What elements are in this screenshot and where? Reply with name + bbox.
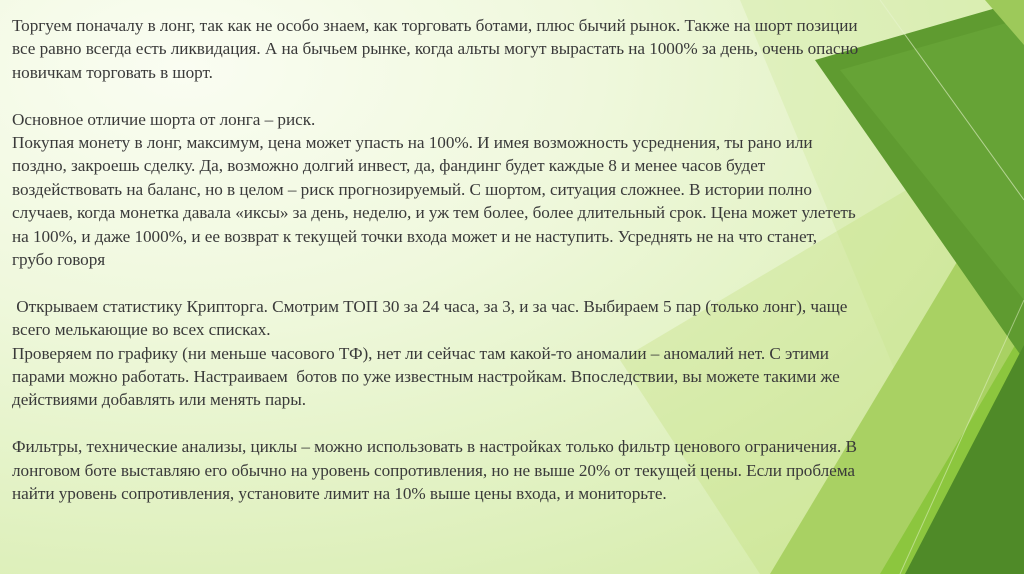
paragraph-risk-heading: Основное отличие шорта от лонга – риск. [12, 109, 316, 129]
paragraph-long-intro: Торгуем поначалу в лонг, так как не особо знаем, как торговать ботами, плюс бычий рынок. Также на шорт позиции все равно всегда есть ликвидация. А на бычьем рынке, когда альты могут вырастать на 1000% за день, очень опасно новичкам торговать в шорт. [12, 16, 863, 82]
slide-text-body [12, 14, 862, 505]
paragraph-risk-details: Покупая монету в лонг, максимум, цена может упасть на 100%. И имея возможность усреднения, ты рано или поздно, закроешь сделку. Да, возможно долгий инвест, да, фандинг будет каждые 8 и менее часов будет воздействовать на баланс, но в целом – риск прогнозируемый. С шортом, ситуация сложнее. В истории полно случаев, когда монетка давала «иксы» за день, неделю, и уж тем более, более длительный срок. Цена может улететь на 100%, и даже 1000%, и ее возврат к текущей точки входа может и не наступить. Усреднять не на что станет, грубо говоря [12, 133, 860, 270]
paragraph-filters: Фильтры, технические анализы, циклы – можно использовать в настройках только фильтр ценового ограничения. В лонговом боте выставляю его обычно на уровень сопротивления, но не выше 20% от текущей цены. Если проблема найти уровень сопротивления, установите лимит на 10% выше цены входа, и мониторьте. [12, 437, 862, 504]
paragraph-statistics: Открываем статистику Крипторга. Смотрим ТОП 30 за 24 часа, за 3, и за час. Выбираем 5 пар (только лонг), чаще всего мелькающие во всех списках. [12, 296, 852, 340]
paragraph-chart-check: Проверяем по графику (ни меньше часового ТФ), нет ли сейчас там какой-то аномалии – аномалий нет. С этими парами можно работать. Настраиваем ботов по уже известным настройкам. Впоследствии, вы можете такими же действиями добавлять или менять пары. [12, 343, 844, 410]
